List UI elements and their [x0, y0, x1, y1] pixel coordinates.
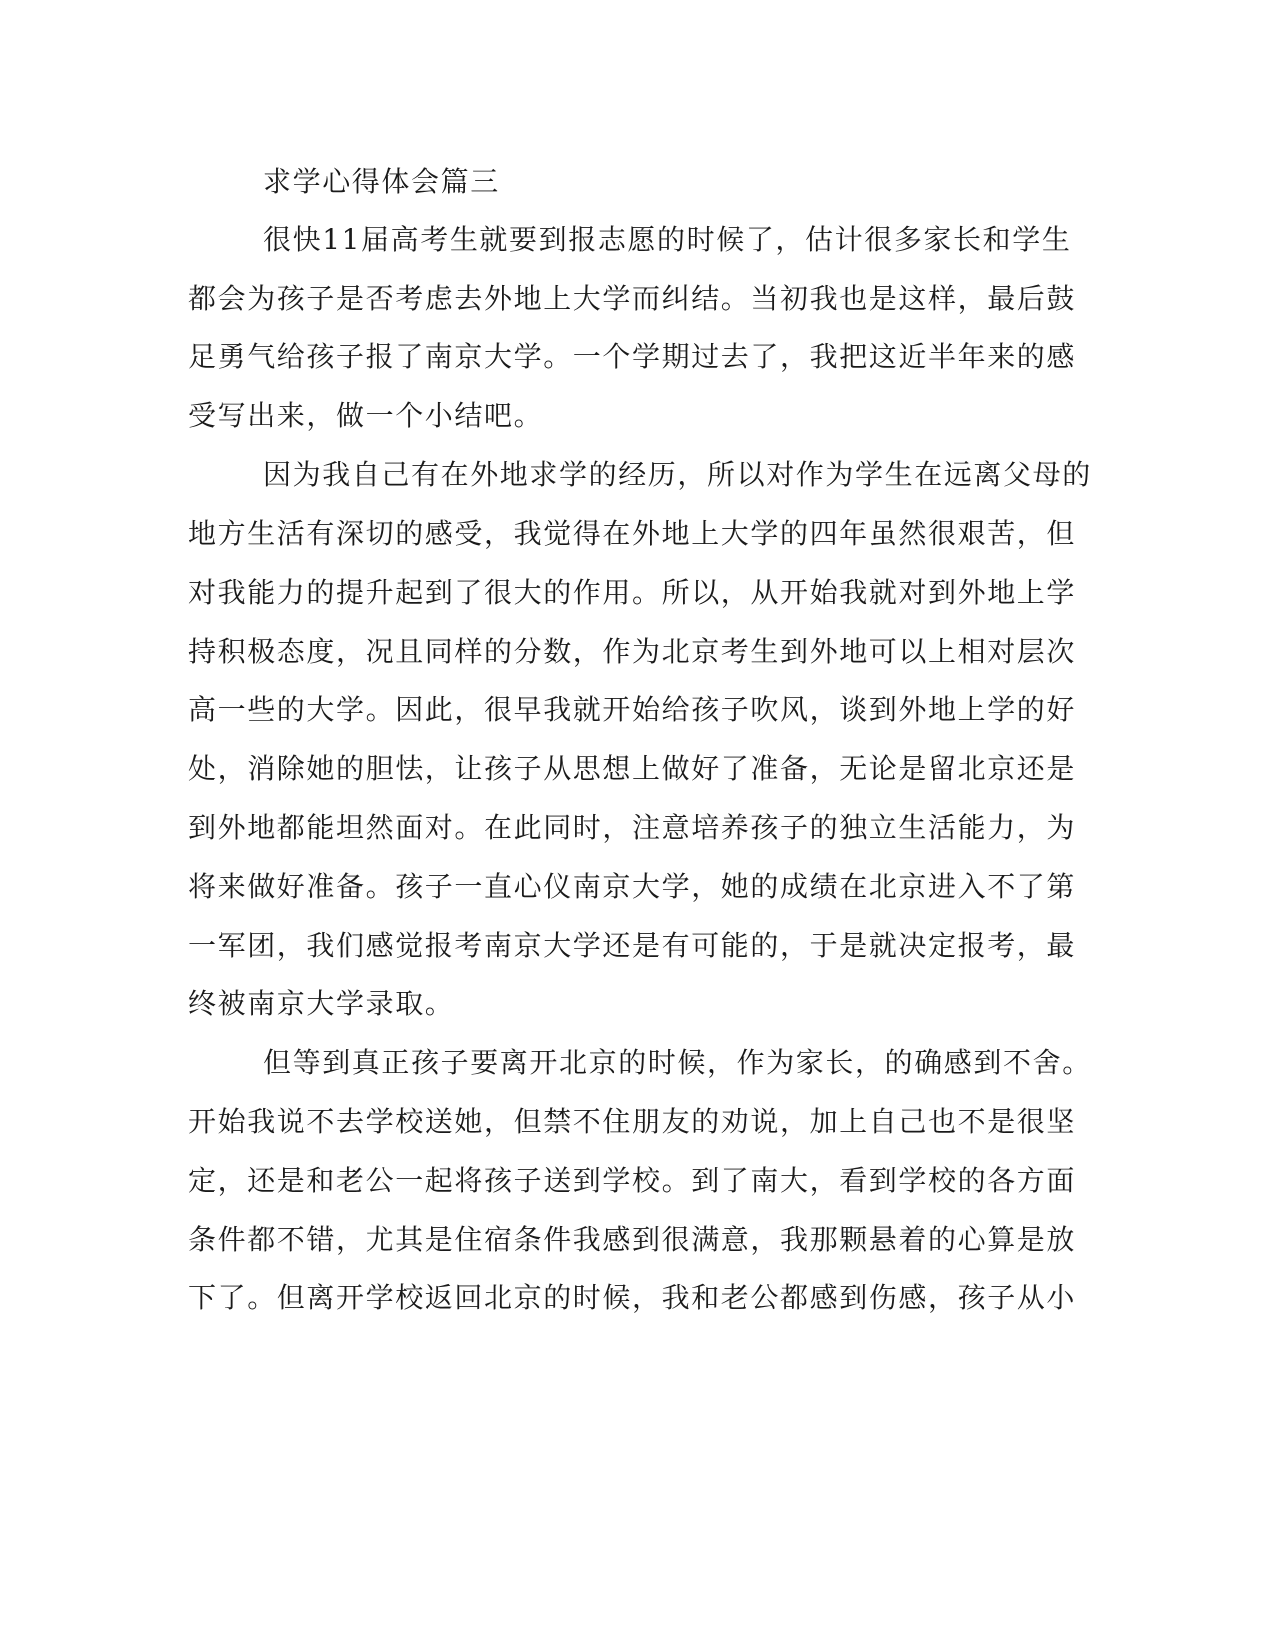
text-line: 但等到真正孩子要离开北京的时候，作为家长，的确感到不舍。 — [263, 1046, 1092, 1079]
text-line: 将来做好准备。孩子一直心仪南京大学，她的成绩在北京进入不了第 — [188, 870, 1077, 903]
text-line: 持积极态度，况且同样的分数，作为北京考生到外地可以上相对层次 — [188, 635, 1077, 668]
text-line: 下了。但离开学校返回北京的时候，我和老公都感到伤感，孩子从小 — [188, 1281, 1077, 1314]
text-line: 条件都不错，尤其是住宿条件我感到很满意，我那颗悬着的心算是放 — [188, 1223, 1077, 1256]
text-line: 受写出来，做一个小结吧。 — [188, 399, 544, 432]
text-line: 终被南京大学录取。 — [188, 987, 455, 1020]
text-line: 到外地都能坦然面对。在此同时，注意培养孩子的独立生活能力，为 — [188, 811, 1077, 844]
text-line: 因为我自己有在外地求学的经历，所以对作为学生在远离父母的 — [263, 458, 1092, 491]
text-line: 一军团，我们感觉报考南京大学还是有可能的，于是就决定报考，最 — [188, 929, 1077, 962]
text-line: 地方生活有深切的感受，我觉得在外地上大学的四年虽然很艰苦，但 — [188, 517, 1077, 550]
text-line: 定，还是和老公一起将孩子送到学校。到了南大，看到学校的各方面 — [188, 1164, 1077, 1197]
text-line: 开始我说不去学校送她，但禁不住朋友的劝说，加上自己也不是很坚 — [188, 1105, 1077, 1138]
text-line: 足勇气给孩子报了南京大学。一个学期过去了，我把这近半年来的感 — [188, 340, 1077, 373]
text-line: 高一些的大学。因此，很早我就开始给孩子吹风，谈到外地上学的好 — [188, 693, 1077, 726]
text-line: 都会为孩子是否考虑去外地上大学而纠结。当初我也是这样，最后鼓 — [188, 282, 1077, 315]
text-line: 很快11届高考生就要到报志愿的时候了，估计很多家长和学生 — [263, 223, 1072, 256]
text-line: 处，消除她的胆怯，让孩子从思想上做好了准备，无论是留北京还是 — [188, 752, 1077, 785]
document-heading: 求学心得体会篇三 — [263, 165, 500, 198]
text-line: 对我能力的提升起到了很大的作用。所以，从开始我就对到外地上学 — [188, 576, 1077, 609]
